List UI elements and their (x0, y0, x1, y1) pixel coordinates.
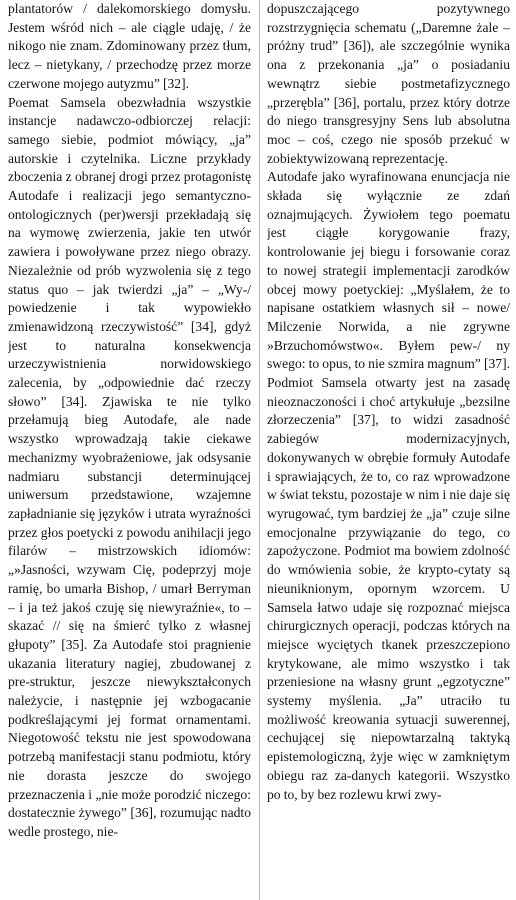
paragraph: plantatorów / dalekomorskiego domysłu. Jestem wśród nich – ale ciągle udaję, / że nikogo nie znam. Zdominowany przez tłum, lecz – nietykany, / przechodzę przez morze czerwone mojego autyzmu” [32]. (8, 1, 251, 91)
right-column (267, 0, 510, 900)
paragraph: Poemat Samsela obezwładnia wszystkie instancje nadawczo-odbiorczej relacji: samego siebie, podmiot mówiący, „ja” autorskie i czytelnika. Liczne przykłady zboczenia z obranej drogi przez protagonistę Autodafe i realizacji jego semantyczno-ontologicznych (per)wersji przekładają się na wymowę zwierzenia, jakie ten utwór zawiera i powoływane przez niego obrazy. Niezależnie od prób wyzwolenia się z tego status quo – jak twierdzi „ja” – „Wy-/ powiedzenie i tak wypowiekło zmienawidzoną rzeczywistość” [34], gdyż jest to naturalna konsekwencja urzeczywistnienia norwidowskiego zalecenia, by „odpowiednie dać rzeczy słowo” [34]. Zjawiska te nie tylko przełamują bieg Autodafe, ale nade wszystko wprowadzają takie ciekawe mechanizmy wyobrażeniowe, jak odsysanie nadmiaru substancji determinującej uniwersum przedstawione, wzajemne zapładnianie się języków i utrata wyraźności przez głos poetycki z powodu anihilacji jego filarów – mistrzowskich idiomów: „»Jasności, wzywam Cię, podeprzyj moje ramię, bo umarła Bishop, / umarł Berryman – i ja też jakoś czuję się niewyraźnie«, to – skazać // się na śmierć tylko z własnej głupoty” [35]. Za Autodafe stoi pragnienie ukazania literatury nagiej, zbudowanej z pre-struktur, jeszcze niewykształconych należycie, i następnie jej wzbogacanie podkreślającymi jej format ornamentami. Niegotowość tekstu nie jest spowodowana potrzebą manifestacji stanu podmiotu, który nie dorasta jeszcze do swojego przeznaczenia i „nie może porodzić niczego: dostatecznie żywego” [36], rozumując nadto wedle prostego, nie- (8, 94, 251, 839)
left-column (8, 0, 251, 900)
paragraph: dopuszczającego pozytywnego rozstrzygnięcia schematu („Daremne żale – próżny trud” [36]), ale szczególnie wynika ona z przekonania „ja” o posiadaniu wewnątrz siebie postmetafizycznego „przerębla” [36], portalu, przez który dotrze do niego transgresyjny Sens lub absolutna moc – coś, czego nie sposób przekuć w zobiektywizowaną reprezentację. (267, 1, 510, 166)
paragraph: Autodafe jako wyrafinowana enuncjacja nie składa się wyłącznie ze zdań oznajmujących. Żywiołem tego poematu jest ciągłe korygowanie frazy, kontrolowanie jej biegu i forsowanie coraz to nowej strategii implementacji zarodków obcej mowy poetyckiej: „Myślałem, że to napisane ostatkiem własnych sił – nowe/ Milczenie Norwida, a nie zgrywne »Brzuchomówstwo«. Byłem pew-/ ny swego: to opus, to nie szmira magnum” [37]. Podmiot Samsela otwarty jest na zasadę nieoznaczoności i choć artykułuje „bezsilne złorzeczenia” [37], to widzi zasadność zabiegów modernizacyjnych, dokonywanych w obrębie formuły Autodafe i sprawiających, że to, co raz wprowadzone w świat tekstu, pozostaje w nim i nie daje się wyrugować, tym bardziej że „ja” czuje silne emocjonalne przywiązanie do tego, co zapożyczone. Podmiot ma bowiem zdolność do wmówienia sobie, że krypto-cytaty są nieuniknionym, opornym wzorcem. U Samsela łatwo udaje się rozpoznać miejsca chirurgicznych operacji, podczas których na miejsce wyciętych tkanek przeszczepiono krytykowane, ale mimo wszystko i tak przeniesione na własny grunt „egzotyczne” systemy myślenia. „Ja” utraciło tu możliwość kreowania sytuacji suwerennej, cechującej się niepowtarzalną taktyką epistemologiczną, żyje więc w zamkniętym obiegu raz za-danych kategorii. Wszystko po to, by bez rozlewu krwi zwy- (267, 169, 510, 802)
column-divider (259, 0, 260, 900)
